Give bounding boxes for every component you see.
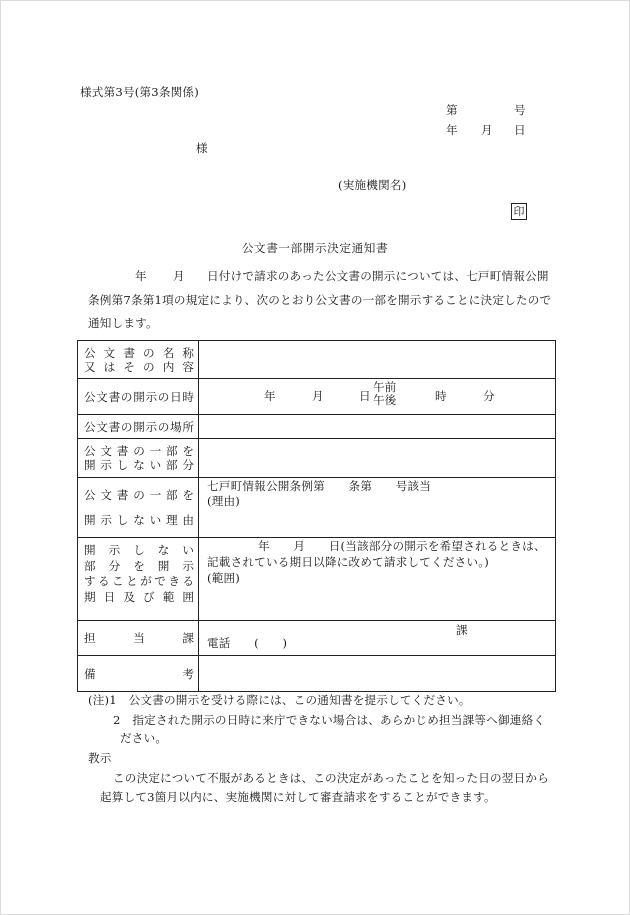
seal-mark: 印: [511, 203, 527, 220]
row-label-line: 公文書の開示の日時: [84, 389, 194, 404]
column-divider: [198, 341, 199, 691]
future-disclosure-value-cell: [199, 538, 555, 620]
department-value-cell: [199, 621, 555, 655]
instruction-line-1: この決定について不服があるときは、この決定があったことを知った日の翌日から: [113, 771, 550, 785]
row-label: [78, 341, 198, 378]
issuing-agency-placeholder: (実施機関名): [338, 178, 407, 192]
ordinance-article-line: 七戸町情報公開条例第 条第 号該当: [207, 479, 432, 493]
disclosure-datetime-value-cell: [199, 379, 555, 414]
datetime-minute-label: 分: [483, 389, 495, 403]
body-month-label: 月: [173, 269, 185, 283]
datetime-month-label: 月: [312, 389, 324, 403]
scope-label: (範囲): [207, 571, 241, 585]
remarks-value-cell: [199, 656, 555, 691]
body-text-line-3: 通知します。: [88, 316, 158, 330]
datetime-hour-label: 時: [435, 389, 447, 403]
row-label-line: 期 日 及 び 範 囲: [84, 590, 194, 605]
note-2-line-1: 2 指定された開示の日時に来庁できない場合は、あらかじめ担当課等へ御連絡く: [113, 713, 546, 727]
row-label-line: 公 文 書 の 一 部 を: [84, 444, 194, 458]
instruction-line-2: 起算して3箇月以内に、実施機関に対して審査請求をすることができます。: [100, 790, 496, 804]
row-label-line: 公文書の開示の場所: [84, 419, 194, 434]
am-pm-choice: [373, 381, 396, 407]
reason-label: (理由): [207, 494, 241, 508]
future-date-line: 年 月 日(当該部分の開示を希望されるときは、: [258, 539, 546, 553]
document-number-prefix: 第: [446, 103, 458, 117]
datetime-year-label: 年: [264, 389, 276, 403]
document-name-value-cell: [199, 341, 555, 378]
table-row-withheld-reason: [78, 478, 555, 538]
date-day-label: 日: [514, 123, 526, 137]
future-disclosure-text: [207, 538, 546, 586]
row-label: [78, 415, 198, 438]
row-label-line: 公 文 書 の 名 称: [84, 345, 194, 360]
row-label: [78, 538, 198, 620]
note-2-line-2: ださい。: [120, 731, 168, 745]
withheld-part-value-cell: [199, 439, 555, 477]
row-label-line: 公 文 書 の 一 部 を: [84, 487, 194, 502]
row-label-line: 開 示 し な い 理 由: [84, 512, 194, 527]
addressee-honorific: 様: [196, 141, 208, 155]
body-year-label: 年: [135, 269, 147, 283]
date-year-label: 年: [446, 123, 458, 137]
table-row-department: [78, 621, 555, 656]
table-row-withheld-part: [78, 439, 555, 478]
pm-label: 午後: [373, 393, 397, 407]
form-number-label: 様式第3号(第3条関係): [80, 85, 199, 99]
row-label: [78, 656, 198, 691]
row-label-line: 開 示 し な い: [84, 543, 194, 557]
table-row-disclosure-place: [78, 415, 555, 439]
department-section-suffix: 課: [456, 623, 468, 637]
table-row-disclosure-datetime: [78, 379, 555, 415]
row-label-line: 備 考: [84, 666, 194, 681]
future-date-note-line: 記載されている期日以降に改めて請求してください。): [207, 555, 489, 569]
body-text-line-1: 日付けで請求のあった公文書の開示については、七戸町情報公開: [207, 269, 549, 283]
table-row-document-name: [78, 341, 555, 379]
table-row-future-disclosure: [78, 538, 555, 621]
body-text-line-2: 条例第7条第1項の規定により、次のとおり公文書の一部を開示することに決定したので: [88, 293, 552, 307]
table-row-remarks: [78, 656, 555, 691]
row-label: [78, 621, 198, 655]
row-label: [78, 379, 198, 414]
row-label: [78, 439, 198, 477]
department-phone-label: 電話 ( ): [207, 636, 288, 650]
withheld-reason-value-cell: [199, 478, 555, 537]
row-label-line: 開 示 し な い 部 分: [84, 458, 194, 472]
disclosure-table: [77, 340, 556, 692]
datetime-day-label: 日: [359, 389, 371, 403]
date-month-label: 月: [481, 123, 493, 137]
disclosure-place-value-cell: [199, 415, 555, 438]
withheld-reason-text: [207, 479, 431, 509]
row-label: [78, 478, 198, 537]
am-label: 午前: [373, 380, 397, 394]
document-number-suffix: 号: [514, 103, 526, 117]
notice-title: 公文書一部開示決定通知書: [241, 241, 389, 255]
row-label-line: することができる: [84, 574, 194, 589]
row-label-line: 部 分 を 開 示: [84, 558, 194, 573]
row-label-line: 又 は そ の 内 容: [84, 359, 194, 374]
instruction-heading: 教示: [88, 751, 112, 765]
row-label-line: 担 当 課: [84, 631, 194, 645]
note-1: (注)1 公文書の開示を受ける際には、この通知書を提示してください。: [88, 693, 471, 707]
